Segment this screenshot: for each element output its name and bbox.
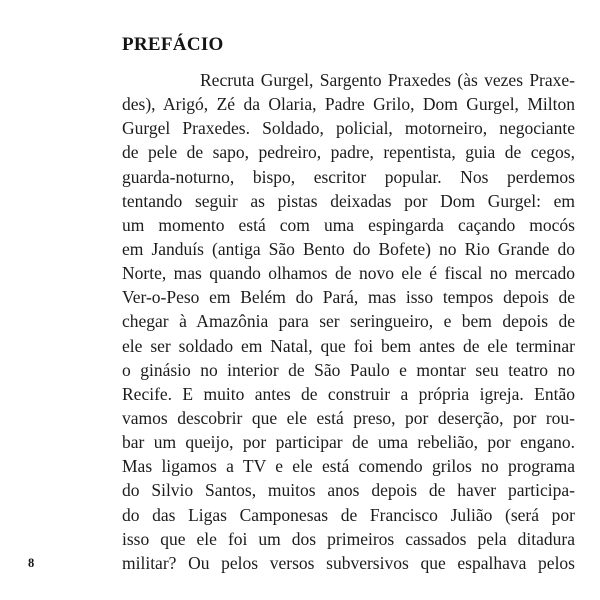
paragraph-line: de pele de sapo, pedreiro, padre, repentista, guia de cegos, bbox=[122, 142, 575, 163]
paragraph-line: em Janduís (antiga São Bento do Bofete) no Rio Grande do bbox=[122, 238, 575, 259]
paragraph-line: Recruta Gurgel, Sargento Praxedes (às vezes Praxe- bbox=[200, 70, 575, 90]
paragraph-line: tentando seguir as pistas deixadas por Dom Gurgel: em bbox=[122, 190, 575, 211]
paragraph-line: chegar à Amazônia para ser seringueiro, e bem depois de bbox=[122, 311, 575, 332]
paragraph-line: isso que ele foi um dos primeiros cassados pela ditadura bbox=[122, 528, 575, 549]
paragraph-line: do das Ligas Camponesas de Francisco Julião (será por bbox=[122, 504, 575, 525]
paragraph-line: guarda-noturno, bispo, escritor popular. Nos perdemos bbox=[122, 166, 575, 187]
paragraph-line: Gurgel Praxedes. Soldado, policial, motorneiro, negociante bbox=[122, 118, 575, 139]
paragraph-line: ele ser soldado em Natal, que foi bem antes de ele terminar bbox=[122, 335, 575, 356]
paragraph-line: militar? Ou pelos versos subversivos que espalhava pelos bbox=[122, 552, 575, 573]
paragraph-line: Ver-o-Peso em Belém do Pará, mas isso tempos depois de bbox=[122, 287, 575, 308]
page-number: 8 bbox=[28, 556, 35, 570]
paragraph-line: do Silvio Santos, muitos anos depois de haver participa- bbox=[122, 480, 575, 501]
preface-paragraph bbox=[122, 68, 575, 575]
paragraph-line: bar um queijo, por participar de uma rebelião, por engano. bbox=[122, 432, 575, 453]
paragraph-line: vamos descobrir que ele está preso, por deserção, por rou- bbox=[122, 407, 575, 428]
page-heading: PREFÁCIO bbox=[122, 34, 224, 55]
paragraph-line: Mas ligamos a TV e ele está comendo grilos no programa bbox=[122, 456, 575, 477]
paragraph-line: Recife. E muito antes de construir a própria igreja. Então bbox=[122, 383, 575, 404]
paragraph-line: um momento está com uma espingarda caçando mocós bbox=[122, 214, 575, 235]
paragraph-line: o ginásio no interior de São Paulo e montar seu teatro no bbox=[122, 359, 575, 380]
paragraph-line: Norte, mas quando olhamos de novo ele é fiscal no mercado bbox=[122, 263, 575, 284]
paragraph-line: des), Arigó, Zé da Olaria, Padre Grilo, Dom Gurgel, Milton bbox=[122, 94, 575, 115]
